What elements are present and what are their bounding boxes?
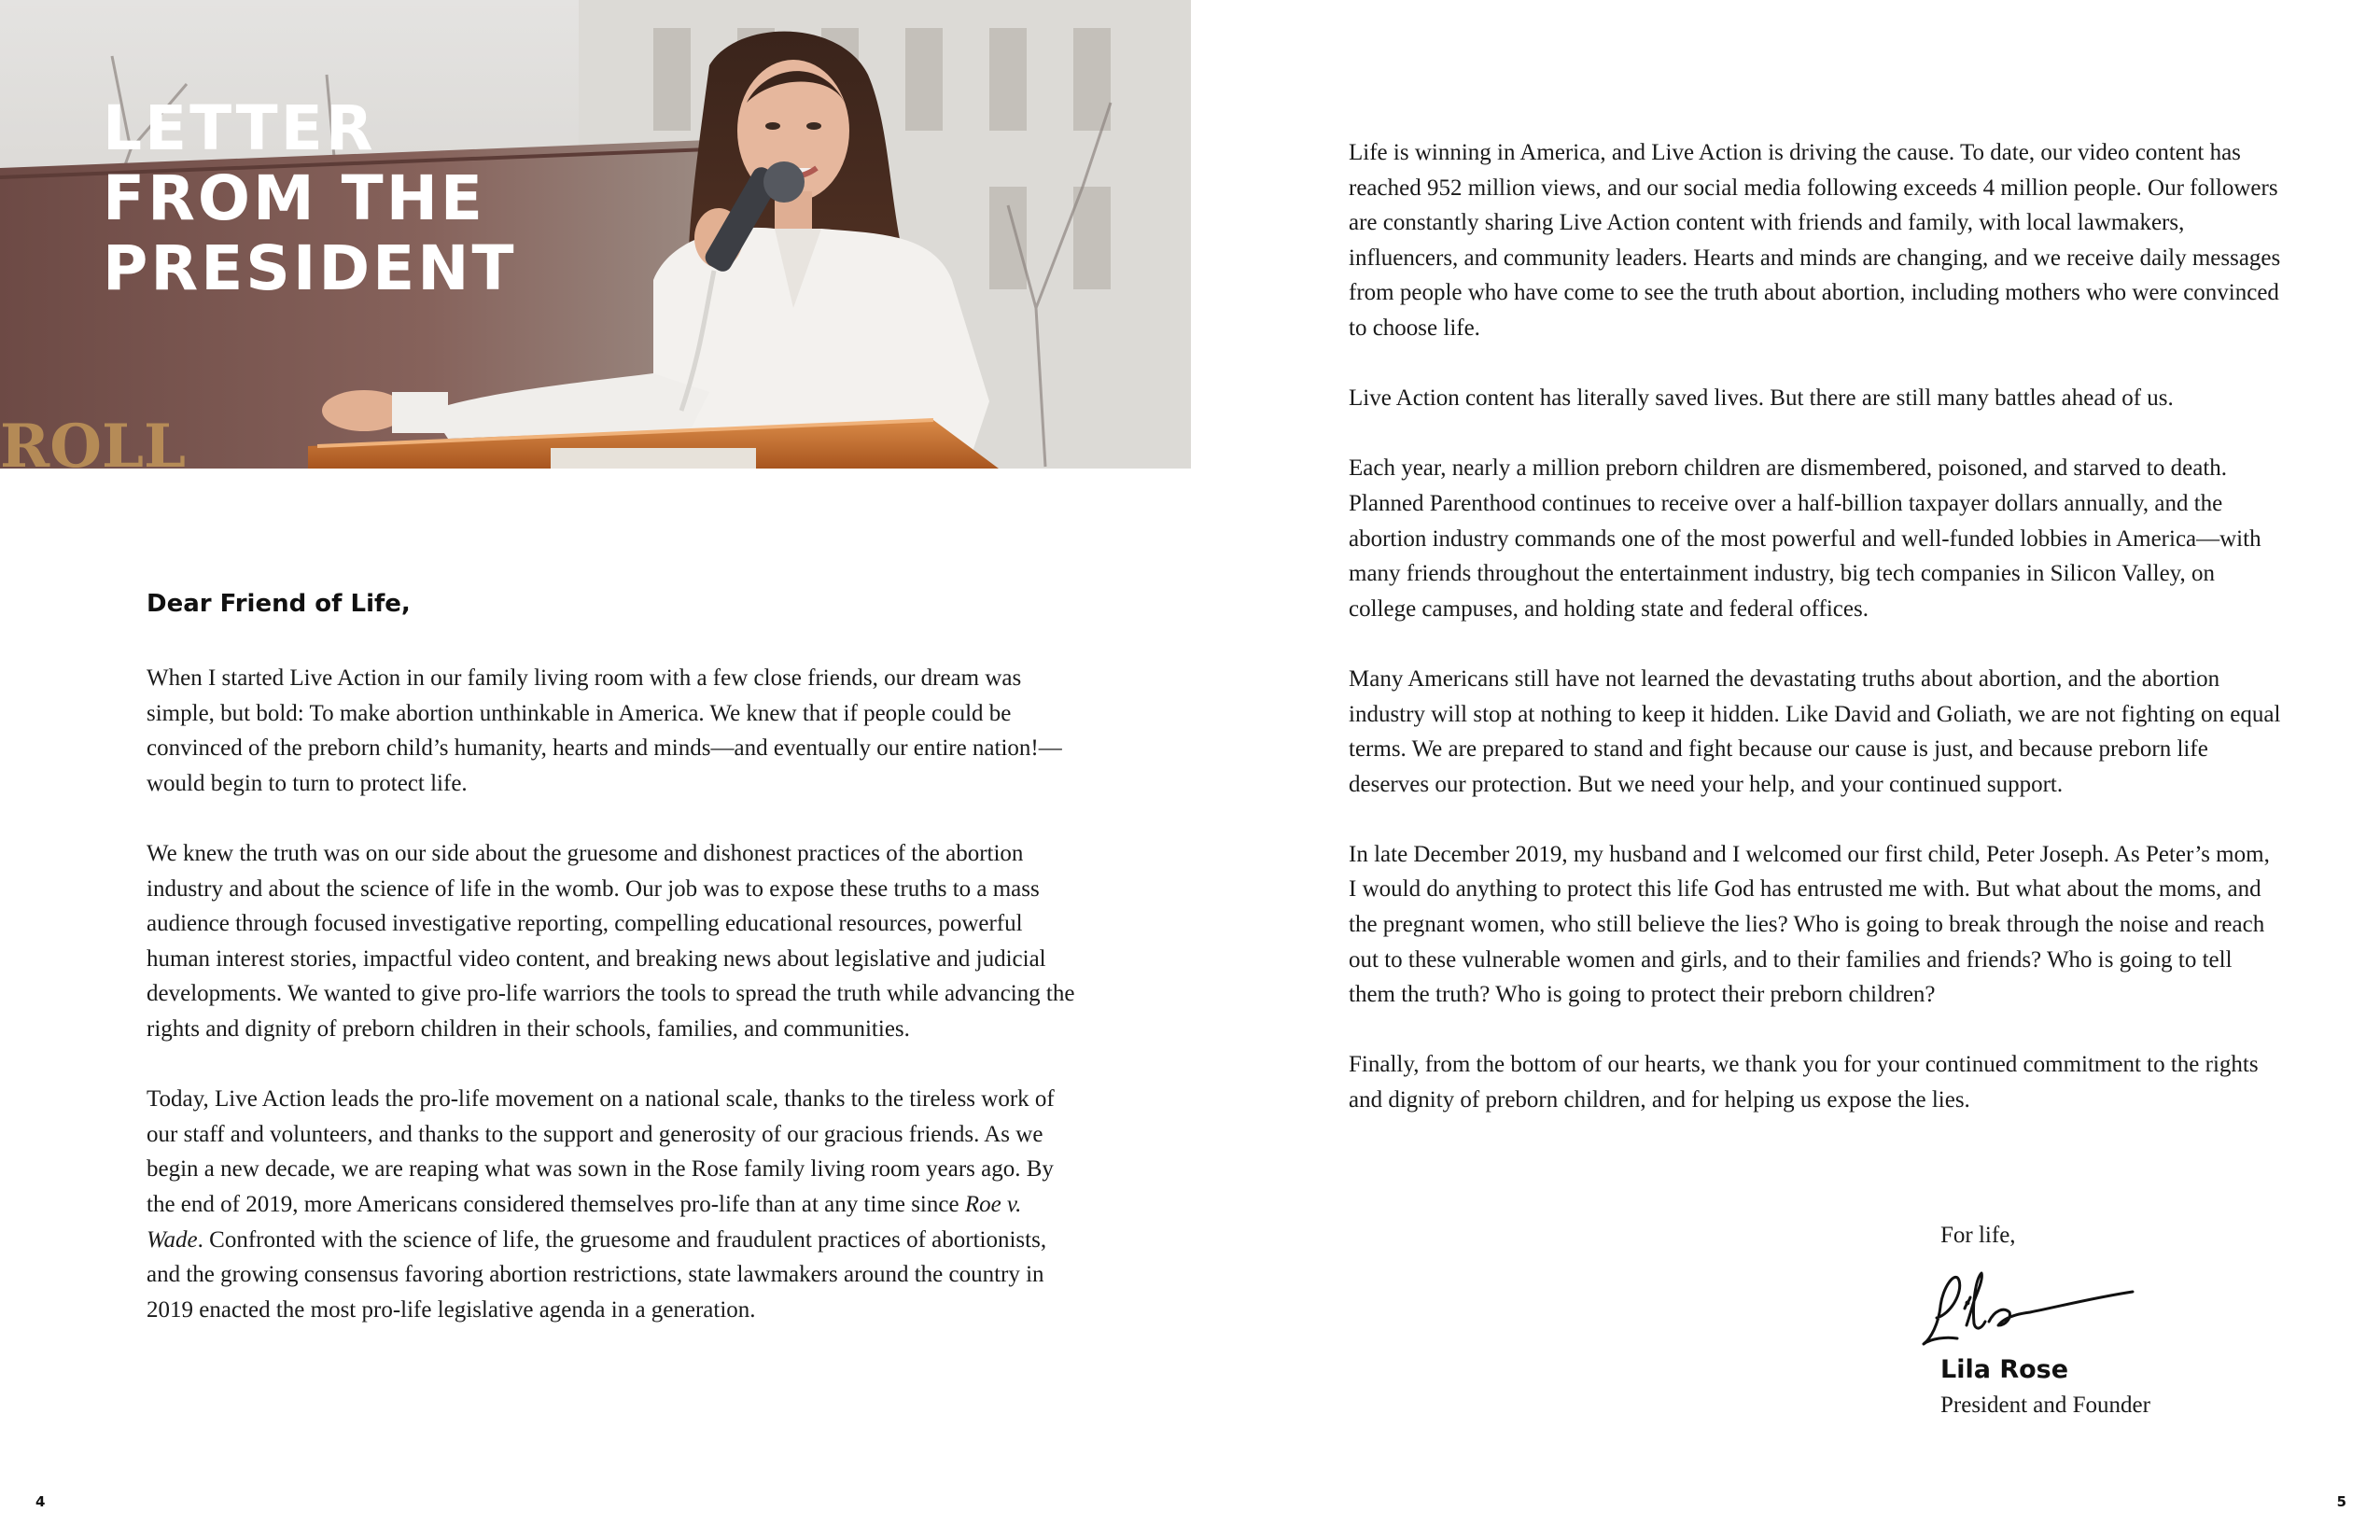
paragraph: We knew the truth was on our side about the gruesome and dishonest practices of the abortion industry and about the science of life in the womb. Our job was to expose these truths to a mass audience through focused investigative reporting, compelling educational resources, powerful human interest stories, impactful video content, and breaking news about legislative and judicial developments. We wanted to give pro-life warriors the tools to spread the truth while advancing the rights and dignity of preborn children in their schools, families, and communities. [147, 840, 1075, 1042]
case-name: Roe v. Wade [147, 1191, 1022, 1253]
paragraph: Finally, from the bottom of our hearts, we thank you for your continued commitment to the rights and dignity of preborn children, and for helping us expose the lies. [1349, 1052, 2259, 1113]
paragraph-text: . Confronted with the science of life, the gruesome and fraudulent practices of abortionists, and the growing consensus favoring abortion restrictions, state lawmakers around the country in 2019 enacted the most pro-life legislative agenda in a generation. [147, 1226, 1047, 1323]
title-line: FROM THE [103, 162, 486, 234]
page-number: 5 [2336, 1493, 2346, 1510]
paragraph-text: Today, Live Action leads the pro-life movement on a national scale, thanks to the tireless work of our staff and volunteers, and thanks to the support and generosity of our gracious friends. As we begin a new decade, we are reaping what was sown in the Rose family living room years ago. By the end of 2019, more Americans considered themselves pro-life than at any time since [147, 1086, 1055, 1217]
closing: For life, [1940, 1223, 2016, 1248]
signer-title: President and Founder [1940, 1393, 2150, 1418]
title-line: PRESIDENT [103, 232, 517, 304]
salutation: Dear Friend of Life, [147, 590, 411, 618]
paragraph: Live Action content has literally saved lives. But there are still many battles ahead of us. [1349, 385, 2174, 412]
header-photo [0, 0, 1191, 469]
letter-body-right [1349, 135, 2282, 1153]
paragraph: In late December 2019, my husband and I welcomed our first child, Peter Joseph. As Peter’s mom, I would do anything to protect this life God has entrusted me with. But what about the moms, and the pregnant women, who still believe the lies? Who is going to break through the noise and reach out to these vulnerable women and girls, and to their families and friends? Who is going to tell them the truth? Who is going to protect their preborn children? [1349, 841, 2270, 1008]
paragraph: Many Americans still have not learned the devastating truths about abortion, and the abortion industry will stop at nothing to keep it hidden. Like David and Goliath, we are not fighting on equal terms. We are prepared to stand and fight because our cause is just, and because preborn life deserves our protection. But we need your help, and your continued support. [1349, 665, 2281, 797]
right-page [1190, 0, 2380, 1540]
page-title [103, 93, 517, 303]
page-number: 4 [35, 1493, 46, 1510]
paragraph [147, 1082, 1080, 1327]
paragraph: Each year, nearly a million preborn children are dismembered, poisoned, and starved to death. Planned Parenthood continues to receive over a half-billion taxpayer dollars annually, and the abortion industry commands one of the most powerful and well-funded lobbies in America—with many friends throughout the entertainment industry, big tech companies in Silicon Valley, on college campuses, and holding state and federal offices. [1349, 455, 2261, 622]
letter-body-left [147, 661, 1080, 1363]
plaque-text: ROLL [0, 412, 186, 469]
signer-name: Lila Rose [1940, 1355, 2069, 1384]
paragraph: Life is winning in America, and Live Action is driving the cause. To date, our video content has reached 952 million views, and our social media following exceeds 4 million people. Our followers are constantly sharing Live Action content with friends and family, with local lawmakers, influencers, and community leaders. Hearts and minds are changing, and we receive daily messages from people who have come to see the truth about abortion, including mothers who were convinced to choose life. [1349, 140, 2281, 341]
signature-image [1918, 1260, 2142, 1353]
signature-block [1940, 1219, 2314, 1422]
paragraph: When I started Live Action in our family living room with a few close friends, our dream was simple, but bold: To make abortion unthinkable in America. We knew that if people could be convinced of the preborn child’s humanity, hearts and minds—and eventually our entire nation!—would begin to turn to protect life. [147, 665, 1062, 796]
title-line: LETTER [103, 92, 376, 164]
